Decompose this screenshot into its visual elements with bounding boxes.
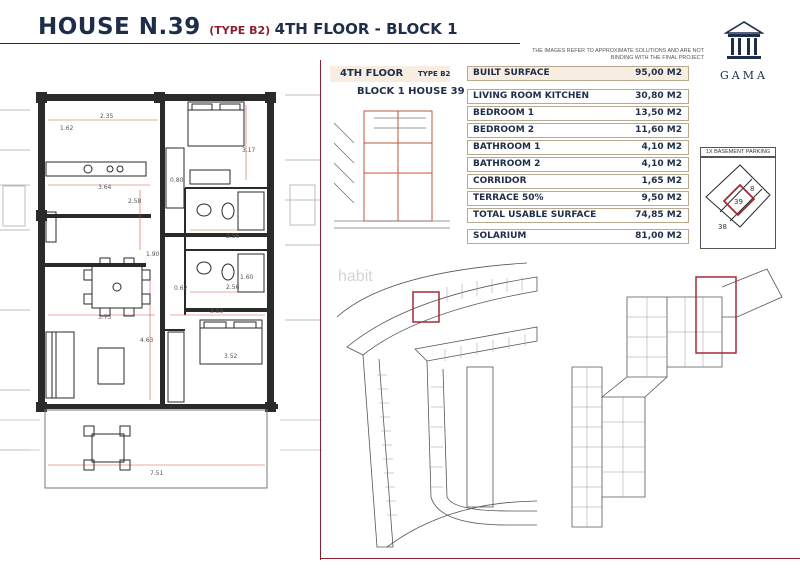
- dim-label: 3.59: [210, 308, 224, 315]
- title-rule: [0, 43, 520, 44]
- location-thumbnail: [334, 103, 450, 240]
- parking-space-label: 8: [750, 185, 755, 193]
- floor-label: 4TH FLOOR: [340, 68, 404, 79]
- dim-label: 2.56: [226, 284, 240, 291]
- surface-row: TERRACE 50% 9,50 M2: [467, 191, 689, 206]
- type-label: TYPE B2: [418, 70, 451, 78]
- house-number: HOUSE N.39: [38, 14, 201, 40]
- surface-row: BUILT SURFACE 95,00 M2: [467, 66, 689, 81]
- page-title: [38, 14, 458, 40]
- surface-row-total: TOTAL USABLE SURFACE 74,85 M2: [467, 208, 689, 223]
- temple-icon: [724, 20, 764, 62]
- block-house-label: BLOCK 1 HOUSE 39: [357, 86, 465, 97]
- dim-label: 0.62: [174, 285, 188, 292]
- parking-label: 1X BASEMENT PARKING: [700, 147, 776, 157]
- section-divider: [320, 60, 321, 560]
- dim-label: 1.60: [240, 274, 254, 281]
- site-plan: [327, 257, 792, 552]
- surface-row: CORRIDOR 1,65 M2: [467, 174, 689, 189]
- brand-logo: [708, 20, 780, 82]
- footer-rule: [320, 558, 800, 559]
- parking-space-label: 39: [734, 198, 743, 206]
- surface-row: BEDROOM 2 11,60 M2: [467, 123, 689, 138]
- house-type: (TYPE B2): [209, 24, 271, 37]
- brand-name: GAMA: [720, 69, 768, 82]
- surface-row: BEDROOM 1 13,50 M2: [467, 106, 689, 121]
- disclaimer: THE IMAGES REFER TO APPROXIMATE SOLUTIONS AND ARE NOT BINDING WITH THE FINAL PROJECT: [532, 48, 704, 61]
- floor-block: 4TH FLOOR - BLOCK 1: [274, 20, 458, 38]
- surface-row: BATHROOM 2 4,10 M2: [467, 157, 689, 172]
- dim-label: 2.35: [100, 113, 114, 120]
- dim-label: 3.64: [98, 184, 112, 191]
- watermark: habit: [338, 268, 373, 285]
- dim-label: 3.17: [242, 147, 256, 154]
- dim-label: 0.80: [170, 177, 184, 184]
- parking-space-label: 38: [718, 223, 727, 231]
- dim-label: 2.58: [128, 198, 142, 205]
- surface-row: BATHROOM 1 4,10 M2: [467, 140, 689, 155]
- dim-label: 3.73: [98, 314, 112, 321]
- surface-row: LIVING ROOM KITCHEN 30,80 M2: [467, 89, 689, 104]
- dim-label: 2.56: [226, 233, 240, 240]
- dim-label: 1.62: [60, 125, 74, 132]
- surface-row-solarium: SOLARIUM 81,00 M2: [467, 229, 689, 244]
- dim-label: 4.63: [140, 337, 154, 344]
- floor-plan: [0, 70, 322, 500]
- dim-label: 7.51: [150, 470, 164, 477]
- parking-plan: [700, 157, 776, 249]
- dim-label: 3.52: [224, 353, 238, 360]
- dim-label: 1.90: [146, 251, 160, 258]
